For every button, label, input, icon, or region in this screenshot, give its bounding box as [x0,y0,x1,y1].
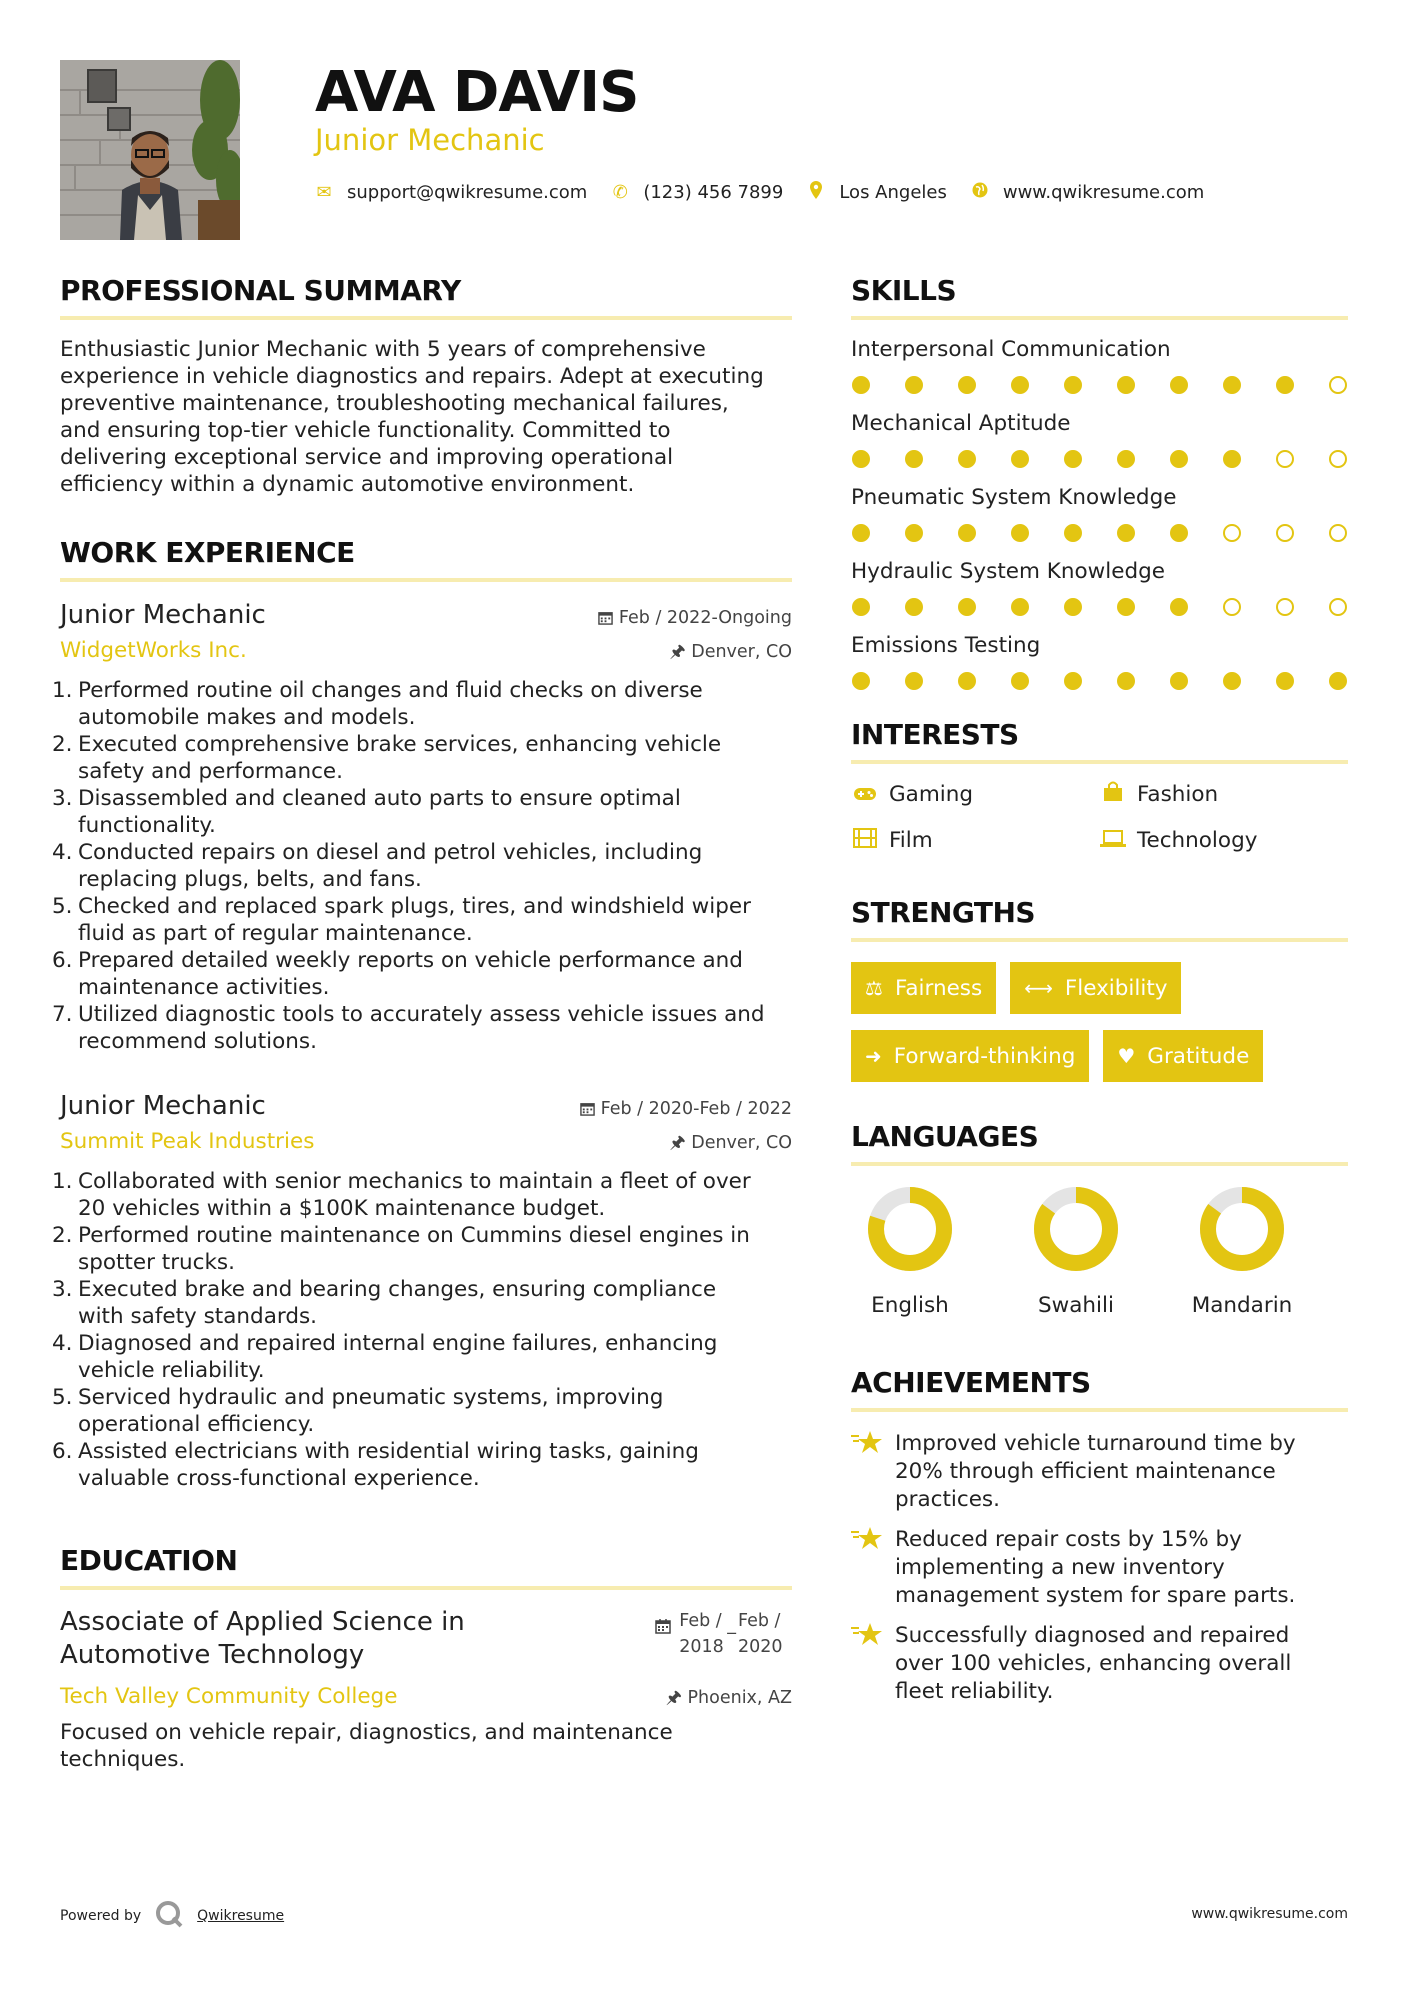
scale-icon: ⚖ [865,976,883,1000]
section-title: SKILLS [851,272,1348,320]
education-sub [60,1682,792,1715]
location-text: Los Angeles [839,181,947,203]
section-title: LANGUAGES [851,1118,1348,1166]
achievement-line: over 100 vehicles, enhancing overall [895,1651,1292,1676]
rating-dot-empty [1329,450,1347,468]
bullet-text [78,1168,751,1222]
degree-title [60,1606,620,1672]
bullet-number: 4. [52,1331,73,1356]
language-donut [1197,1184,1287,1274]
bullet-line: spotter trucks. [78,1250,235,1275]
section-title: EDUCATION [60,1542,792,1590]
rating-dot-filled [905,672,923,690]
calendar-icon [580,1099,601,1119]
rating-dot-filled [1064,450,1082,468]
summary-line: delivering exceptional service and improving operational [60,445,674,470]
language-item [1183,1184,1301,1320]
end-date [738,1608,792,1660]
rating-dot-filled [1064,524,1082,542]
profile-photo [60,60,240,240]
bullet-text [78,785,681,839]
bullet-number: 3. [52,1277,73,1302]
rating-dot-filled [1223,376,1241,394]
strength-tag [1010,962,1181,1014]
bullet-number: 2. [52,1223,73,1248]
skill-name: Emissions Testing [851,633,1041,658]
rating-dot-filled [1223,450,1241,468]
bullet-line: Conducted repairs on diesel and petrol vehicles, including [78,840,703,865]
interest-label: Film [889,828,933,853]
bullet-line: valuable cross-functional experience. [78,1466,480,1491]
interest-label: Gaming [889,782,974,807]
rating-dot-filled [1117,450,1135,468]
rating-dot-filled [1223,672,1241,690]
skill-item [851,632,1348,690]
bullet-item [52,1168,792,1222]
education-dates [655,1608,792,1672]
job-date [598,608,792,628]
bullet-item [52,947,792,1001]
job-location [669,1130,792,1160]
star-icon [851,1622,895,1706]
bullet-line: Performed routine oil changes and fluid checks on diverse [78,678,703,703]
bullet-number: 6. [52,948,73,973]
skill-rating [851,376,1348,394]
bullet-line: automobile makes and models. [78,705,416,730]
achievement-text [895,1430,1296,1514]
strength-tag [851,1030,1089,1082]
job-list [52,598,792,1492]
rating-dot-filled [1117,376,1135,394]
language-donut [865,1184,955,1274]
job-title: Junior Mechanic [60,1091,266,1121]
bullet-line: Disassembled and cleaned auto parts to ensure optimal [78,786,681,811]
bullet-item [52,1330,792,1384]
candidate-name: AVA DAVIS [315,60,639,125]
job-header [60,598,792,632]
summary-text [60,336,792,498]
education-entry [60,1606,792,1672]
degree-line: Automotive Technology [60,1640,365,1670]
right-column [851,272,1348,1718]
achievement-line: 20% through efficient maintenance [895,1459,1276,1484]
rating-dot-filled [852,450,870,468]
bullet-number: 3. [52,786,73,811]
powered-by-text: Powered by [60,1908,142,1924]
job-date-text: Feb / 2022-Ongoing [618,608,792,628]
candidate-role: Junior Mechanic [315,123,545,157]
rating-dot-filled [958,376,976,394]
globe-icon [971,182,989,203]
star-icon [851,1526,895,1610]
job-header [60,1089,792,1123]
summary-line: efficiency within a dynamic automotive environment. [60,472,635,497]
skill-item [851,410,1348,468]
map-pin-icon [807,181,825,204]
skill-name: Pneumatic System Knowledge [851,485,1177,510]
bullet-text [78,1330,717,1384]
achievement-line: Successfully diagnosed and repaired [895,1623,1290,1648]
achievements-section [851,1364,1348,1706]
pin-icon: 🖈 [669,1133,692,1153]
job-location-text: Denver, CO [691,642,792,662]
bullet-item [52,1438,792,1492]
bullet-item [52,677,792,731]
job-subheader [60,1127,792,1160]
contact-bar [315,178,1228,206]
shopping-bag-icon [1099,780,1127,810]
bullet-line: Collaborated with senior mechanics to maintain a fleet of over [78,1169,751,1194]
bullet-item [52,731,792,785]
phone-text: (123) 456 7899 [643,181,784,203]
rating-dot-filled [1011,524,1029,542]
skill-name: Mechanical Aptitude [851,411,1071,436]
rating-dot-filled [905,450,923,468]
bullet-line: Executed brake and bearing changes, ensuring compliance [78,1277,717,1302]
bullet-line: safety and performance. [78,759,343,784]
interest-item [851,780,1099,810]
rating-dot-filled [1117,598,1135,616]
footer-website[interactable]: www.qwikresume.com [1191,1906,1348,1922]
skill-item [851,558,1348,616]
rating-dot-empty [1276,598,1294,616]
laptop-icon [1099,826,1127,856]
bullet-number: 5. [52,1385,73,1410]
bullet-text [78,893,751,947]
bullet-line: maintenance activities. [78,975,330,1000]
skills-section [851,272,1348,690]
achievement-line: fleet reliability. [895,1679,1054,1704]
achievement-line: Reduced repair costs by 15% by [895,1527,1242,1552]
bullet-text [78,1438,699,1492]
bullet-text [78,839,702,893]
rating-dot-filled [852,524,870,542]
strengths-section [851,894,1348,1098]
rating-dot-filled [958,524,976,542]
rating-dot-filled [1011,376,1029,394]
rating-dot-filled [1064,672,1082,690]
job-bullets [52,1168,792,1492]
rating-dot-filled [1276,376,1294,394]
skill-list [851,336,1348,690]
rating-dot-filled [905,598,923,616]
interest-item [851,826,1099,856]
interest-item [1099,826,1348,856]
rating-dot-filled [1117,524,1135,542]
skill-item [851,336,1348,394]
education-location [666,1685,792,1715]
strength-label: Forward-thinking [893,1043,1076,1069]
phone-icon: ✆ [612,181,628,203]
bullet-item [52,1001,792,1055]
rating-dot-filled [958,598,976,616]
section-title: PROFESSIONAL SUMMARY [60,272,792,320]
section-title: INTERESTS [851,716,1348,764]
bullet-number: 1. [52,678,73,703]
achievement-item [851,1622,1348,1706]
rating-dot-filled [958,672,976,690]
pin-icon: 🖈 [665,1688,682,1708]
job-subheader [60,636,792,669]
arrow-right-icon: ➜ [865,1044,882,1068]
education-location-text: Phoenix, AZ [687,1688,792,1708]
rating-dot-empty [1223,598,1241,616]
section-title: WORK EXPERIENCE [60,534,792,582]
bullet-text [78,1001,765,1055]
desc-line: Focused on vehicle repair, diagnostics, and maintenance [60,1720,673,1745]
bullet-item [52,785,792,839]
bullet-number: 5. [52,894,73,919]
job-bullets [52,677,792,1055]
bullet-line: Utilized diagnostic tools to accurately assess vehicle issues and [78,1002,765,1027]
rating-dot-filled [905,524,923,542]
education-description [60,1719,792,1773]
job-entry [52,598,792,1055]
achievement-line: practices. [895,1487,1000,1512]
language-name: English [871,1293,949,1318]
contact-email[interactable] [315,182,587,203]
left-column [52,272,792,1773]
bullet-line: functionality. [78,813,216,838]
calendar-icon [655,1616,671,1642]
brand-link[interactable]: Qwikresume [197,1908,285,1924]
strength-label: Flexibility [1064,975,1168,1001]
bullet-text [78,1222,750,1276]
job-location [669,639,792,669]
language-item [851,1184,969,1320]
bullet-item [52,839,792,893]
summary-line: preventive maintenance, troubleshooting mechanical failures, [60,391,729,416]
language-name: Swahili [1038,1293,1114,1318]
gamepad-icon [851,780,879,810]
rating-dot-empty [1276,450,1294,468]
rating-dot-filled [1011,672,1029,690]
section-title: ACHIEVEMENTS [851,1364,1348,1412]
skill-rating [851,524,1348,542]
bullet-line: operational efficiency. [78,1412,315,1437]
experience-section [52,534,792,1492]
film-icon [851,826,879,856]
interest-item [1099,780,1348,810]
contact-website[interactable] [971,182,1204,203]
interest-label: Technology [1137,828,1258,853]
bullet-text [78,731,721,785]
rating-dot-filled [1170,450,1188,468]
bullet-line: Diagnosed and repaired internal engine failures, enhancing [78,1331,718,1356]
achievement-text [895,1526,1295,1610]
contact-location [807,181,947,204]
rating-dot-filled [1276,672,1294,690]
bullet-line: 20 vehicles within a $100K maintenance budget. [78,1196,606,1221]
rating-dot-filled [1170,524,1188,542]
bullet-number: 1. [52,1169,73,1194]
achievement-text [895,1622,1291,1706]
bullet-number: 2. [52,732,73,757]
school-name: Tech Valley Community College [60,1684,398,1709]
language-list [851,1184,1348,1320]
bullet-line: Checked and replaced spark plugs, tires, and windshield wiper [78,894,751,919]
bullet-line: Performed routine maintenance on Cummins diesel engines in [78,1223,750,1248]
bullet-text [78,677,703,731]
job-entry [52,1089,792,1492]
bullet-line: Prepared detailed weekly reports on vehicle performance and [78,948,743,973]
summary-section [60,272,792,498]
skill-name: Hydraulic System Knowledge [851,559,1165,584]
strength-tag [851,962,996,1014]
bullet-line: Executed comprehensive brake services, enhancing vehicle [78,732,722,757]
degree-line: Associate of Applied Science in [60,1607,465,1637]
rating-dot-filled [1170,672,1188,690]
date-separator: _ [727,1615,736,1635]
job-title: Junior Mechanic [60,600,266,630]
rating-dot-filled [1064,376,1082,394]
skill-rating [851,598,1348,616]
language-item [1017,1184,1135,1320]
bullet-line: Assisted electricians with residential wiring tasks, gaining [78,1439,699,1464]
achievement-line: management system for spare parts. [895,1583,1296,1608]
skill-rating [851,672,1348,690]
heart-icon: ♥ [1117,1044,1136,1068]
rating-dot-filled [1011,598,1029,616]
bullet-line: Serviced hydraulic and pneumatic systems, improving [78,1385,664,1410]
job-date [580,1099,792,1119]
pin-icon: 🖈 [669,642,692,662]
job-location-text: Denver, CO [691,1133,792,1153]
rating-dot-filled [852,672,870,690]
rating-dot-filled [1117,672,1135,690]
star-icon [851,1430,895,1514]
skill-name: Interpersonal Communication [851,337,1171,362]
language-name: Mandarin [1191,1293,1293,1318]
rating-dot-empty [1329,376,1347,394]
job-date-text: Feb / 2020-Feb / 2022 [600,1099,792,1119]
achievement-item [851,1526,1348,1610]
strength-list [851,962,1348,1098]
section-title: STRENGTHS [851,894,1348,942]
summary-line: experience in vehicle diagnostics and repairs. Adept at executing [60,364,764,389]
company-name: Summit Peak Industries [60,1129,315,1154]
bullet-line: replacing plugs, belts, and fans. [78,867,422,892]
rating-dot-empty [1276,524,1294,542]
rating-dot-filled [1170,376,1188,394]
language-donut [1031,1184,1121,1274]
bullet-item [52,1276,792,1330]
bullet-text [78,1384,663,1438]
bullet-line: recommend solutions. [78,1029,317,1054]
website-text: www.qwikresume.com [1002,181,1205,203]
achievement-item [851,1430,1348,1514]
rating-dot-empty [1223,524,1241,542]
strength-label: Gratitude [1147,1043,1250,1069]
bullet-text [78,1276,716,1330]
envelope-icon: ✉ [316,181,332,203]
rating-dot-filled [852,598,870,616]
skill-rating [851,450,1348,468]
footer-branding [60,1900,284,1932]
rating-dot-filled [852,376,870,394]
interest-label: Fashion [1137,782,1219,807]
bullet-number: 6. [52,1439,73,1464]
bullet-text [78,947,743,1001]
bullet-item [52,893,792,947]
arrows-horizontal-icon: ⟷ [1024,976,1053,1000]
bullet-number: 4. [52,840,73,865]
rating-dot-filled [958,450,976,468]
contact-phone[interactable] [611,182,783,203]
bullet-line: fluid as part of regular maintenance. [78,921,473,946]
rating-dot-filled [1064,598,1082,616]
interest-list [851,780,1348,856]
end-date-year: 2020 [738,1637,783,1657]
achievement-line: Improved vehicle turnaround time by [895,1431,1296,1456]
languages-section [851,1118,1348,1320]
bullet-number: 7. [52,1002,73,1027]
bullet-item [52,1222,792,1276]
bullet-line: with safety standards. [78,1304,318,1329]
start-date-year: 2018 [679,1637,724,1657]
qwikresume-logo-icon [155,1900,183,1932]
strength-label: Fairness [894,975,983,1001]
rating-dot-filled [1329,672,1347,690]
skill-item [851,484,1348,542]
rating-dot-filled [1170,598,1188,616]
bullet-line: vehicle reliability. [78,1358,265,1383]
start-date-month: Feb / [679,1611,722,1631]
rating-dot-filled [905,376,923,394]
achievement-list [851,1430,1348,1706]
email-text: support@qwikresume.com [347,181,588,203]
desc-line: techniques. [60,1747,186,1772]
rating-dot-filled [1011,450,1029,468]
achievement-line: implementing a new inventory [895,1555,1225,1580]
company-name: WidgetWorks Inc. [60,638,247,663]
calendar-icon [598,608,619,628]
summary-line: Enthusiastic Junior Mechanic with 5 years of comprehensive [60,337,706,362]
strength-tag [1103,1030,1263,1082]
end-date-month: Feb / [738,1611,781,1631]
bullet-item [52,1384,792,1438]
summary-line: and ensuring top-tier vehicle functionality. Committed to [60,418,671,443]
interests-section [851,716,1348,856]
rating-dot-empty [1329,598,1347,616]
rating-dot-empty [1329,524,1347,542]
education-section [60,1542,792,1773]
